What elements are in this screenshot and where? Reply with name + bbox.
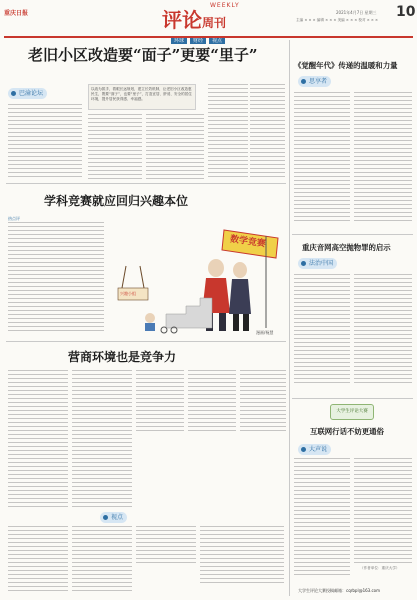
main-article-col-1 bbox=[8, 104, 82, 180]
tag-dot-icon bbox=[301, 447, 306, 452]
column-tag-thinker bbox=[298, 76, 331, 87]
party-article-col-2 bbox=[354, 92, 412, 224]
footer-email: 大学生评论大赛投稿邮箱：cqrbpl@163.com bbox=[298, 588, 381, 593]
party-article-col-1 bbox=[294, 92, 350, 224]
noise-tag-label: 法治中国 bbox=[309, 260, 334, 267]
party-tag-label: 思享者 bbox=[309, 78, 328, 85]
intro-text: 以改为抓手，着眼长远规划，建立长效机制，让老旧小区改造惠民生，既要“面子”，也要“里子”，打造宜居、舒适、安全的居住环境，提升居民获得感、幸福感。 bbox=[91, 87, 192, 101]
weekly-label: WEEKLY bbox=[210, 2, 240, 9]
business-article-col-5 bbox=[240, 370, 286, 434]
competition-headline: 学科竞赛就应回归兴趣本位 bbox=[44, 194, 189, 208]
internet-article-col-1 bbox=[294, 458, 350, 578]
noise-headline: 重庆音网高空抛物罪的启示 bbox=[302, 243, 391, 252]
column-tag-label: 巴渝论坛 bbox=[19, 90, 44, 97]
illustration-credit: 漫画/杨慧 bbox=[256, 330, 274, 335]
business-article-col-1 bbox=[8, 370, 68, 510]
masthead bbox=[0, 0, 417, 44]
column-tag-speak bbox=[298, 444, 331, 455]
main-article-col-5 bbox=[250, 84, 285, 180]
paper-name: 重庆日报 bbox=[4, 10, 29, 17]
section-title-sub: 周刊 bbox=[202, 16, 227, 30]
competition-tag: 热点评 bbox=[8, 216, 20, 221]
competition-article-col-1 bbox=[8, 222, 104, 334]
date-line: 2021年4月7日 星期三 bbox=[336, 10, 377, 15]
business-tag-label: 视点 bbox=[111, 514, 124, 521]
internet-headline: 互联网行话不妨更通俗 bbox=[310, 427, 384, 436]
tag-dot-icon bbox=[301, 79, 306, 84]
nav-item-global[interactable]: 环球 bbox=[171, 37, 187, 44]
column-tag-law bbox=[298, 258, 337, 269]
internet-article-col-2 bbox=[354, 458, 412, 564]
divider-h-right-1 bbox=[292, 234, 413, 235]
bottom-col-1 bbox=[8, 526, 68, 594]
intro-box bbox=[88, 84, 196, 110]
noise-article-col-2 bbox=[354, 274, 412, 386]
contest-badge bbox=[330, 404, 374, 420]
column-tag-bayu bbox=[8, 88, 47, 99]
main-article-col-2 bbox=[88, 114, 142, 180]
page-number: 10 bbox=[396, 4, 416, 20]
main-headline: 老旧小区改造要“面子”更要“里子” bbox=[28, 46, 258, 64]
sign-text: 兴趣小组 bbox=[120, 291, 136, 296]
tag-dot-icon bbox=[11, 91, 16, 96]
party-headline: 《觉醒年代》传递的温暖和力量 bbox=[294, 61, 398, 70]
divider-h-right-2 bbox=[292, 398, 413, 399]
bottom-col-4 bbox=[200, 526, 284, 586]
main-article-col-4 bbox=[208, 84, 248, 180]
business-article-col-4 bbox=[188, 370, 236, 434]
author-note: （作者单位：重庆大学） bbox=[360, 566, 400, 570]
competition-illustration bbox=[106, 218, 286, 338]
tag-dot-icon bbox=[103, 515, 108, 520]
column-tag-view bbox=[100, 512, 127, 523]
bottom-col-2 bbox=[72, 526, 132, 594]
bottom-col-3 bbox=[136, 526, 196, 566]
masthead-rule bbox=[4, 36, 413, 38]
nav-item-view[interactable]: 视点 bbox=[209, 37, 225, 44]
business-headline: 营商环境也是竞争力 bbox=[68, 350, 177, 364]
section-nav bbox=[171, 27, 225, 44]
section-title-main: 评论 bbox=[162, 8, 202, 32]
banner-text: 数学竞赛 bbox=[229, 234, 267, 250]
divider-h-competition bbox=[6, 341, 286, 342]
editor-line: 主编 × × × 编辑 × × × 美编 × × × 校对 × × × bbox=[296, 18, 379, 22]
divider-h-main bbox=[6, 183, 286, 184]
nav-item-finance[interactable]: 财经 bbox=[190, 37, 206, 44]
noise-article-col-1 bbox=[294, 274, 350, 386]
business-article-col-3 bbox=[136, 370, 184, 434]
divider-v-main bbox=[289, 40, 290, 596]
business-article-col-2 bbox=[72, 370, 132, 510]
main-article-col-3 bbox=[146, 114, 204, 180]
contest-badge-label: 大学生评论大赛 bbox=[336, 409, 368, 414]
internet-tag-label: 大声说 bbox=[309, 446, 328, 453]
tag-dot-icon bbox=[301, 261, 306, 266]
